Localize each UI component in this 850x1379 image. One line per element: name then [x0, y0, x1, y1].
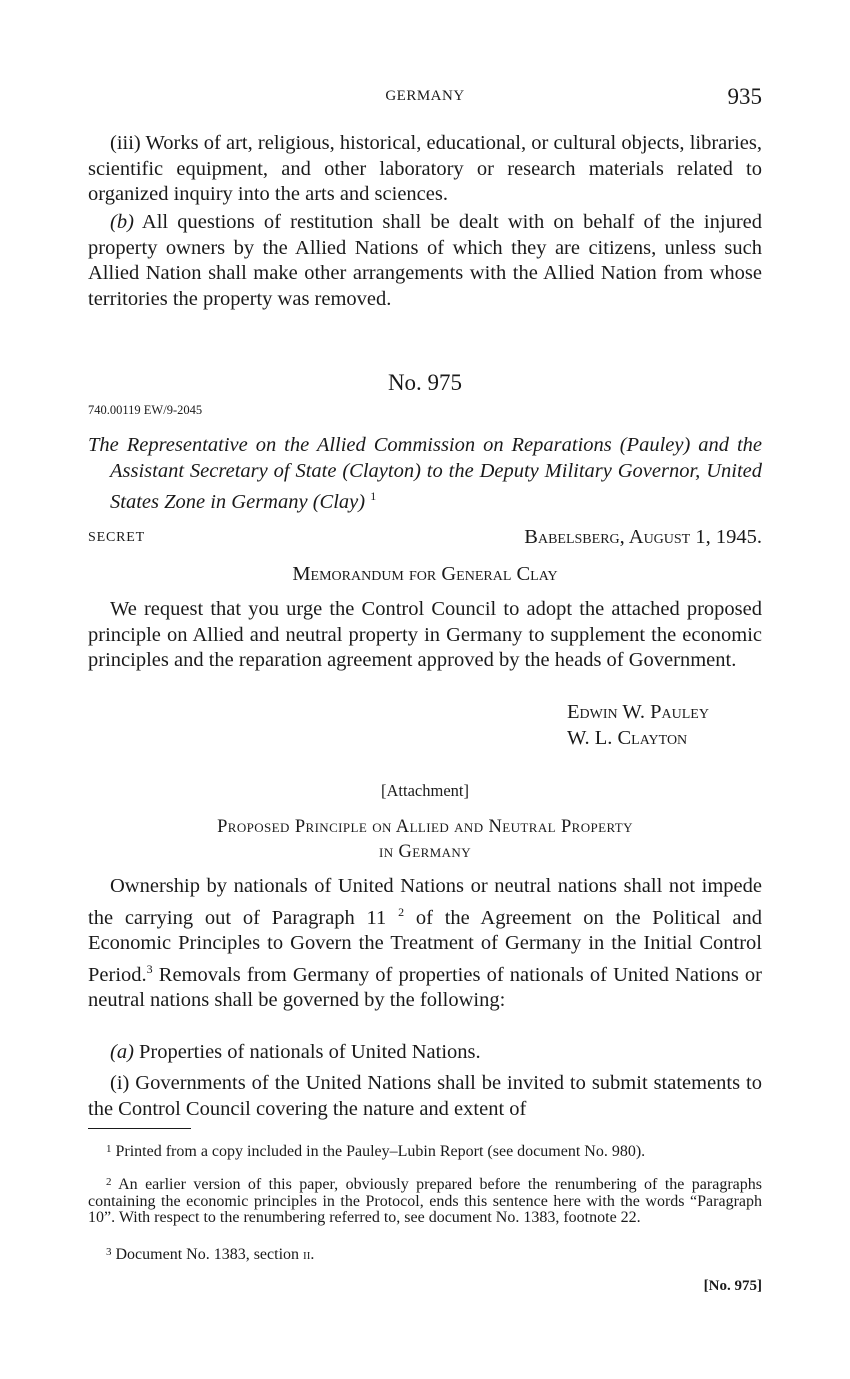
heading-text: The Representative on the Allied Commission on Reparations (Pauley) and the Assistant Secretary of State (Clayton) to the Deputy Military Governor, United States Zone in Germany (Clay) — [88, 434, 762, 513]
footnote-1-text: Printed from a copy included in the Pauley–Lubin Report (see document No. 980). — [111, 1143, 646, 1160]
document-heading — [88, 433, 762, 516]
footnote-1-mark: 1 — [106, 1143, 112, 1155]
attachment-title — [120, 815, 730, 865]
footnote-mark-1: 1 — [370, 489, 377, 503]
attachment-title-line2: in Germany — [378, 842, 472, 862]
footnote-mark-2: 2 — [398, 904, 405, 919]
file-reference: 740.00119 EW/9-2045 — [88, 403, 203, 417]
place-date: Babelsberg, August 1, 1945. — [524, 526, 762, 548]
item-i: (i) Governments of the United Nations shall be invited to submit statements to the Control Council covering the nature and extent of — [88, 1072, 762, 1120]
footnote-3-mark: 3 — [106, 1246, 112, 1258]
classification: SECRET — [88, 530, 145, 545]
footnote-1 — [88, 1141, 762, 1161]
footnote-rule — [88, 1128, 191, 1129]
signature-clayton: W. L. Clayton — [567, 727, 688, 749]
item-a-label: (a) — [110, 1041, 134, 1063]
footnote-2-mark: 2 — [106, 1176, 112, 1188]
footnote-2-text: An earlier version of this paper, obviously prepared before the renumbering of the paragraphs containing the economic principles in the Protocol, ends this sentence here with the words “Paragraph 10”. With respect to the renumbering referred to, see document No. 1383, footnote 22. — [88, 1176, 762, 1226]
item-a-text: Properties of nationals of United Nations. — [133, 1041, 481, 1063]
footnote-3-text: Document No. 1383, section — [111, 1246, 304, 1263]
footnote-3-section: ii — [303, 1246, 311, 1263]
attachment-label: [Attachment] — [381, 781, 469, 800]
footnote-mark-3: 3 — [146, 961, 153, 976]
footnote-2 — [88, 1174, 762, 1227]
attachment-body — [88, 874, 762, 1014]
signature-pauley: Edwin W. Pauley — [567, 701, 709, 723]
attachment-body-part1: Ownership by nationals of United Nations or neutral nations shall not impede the carrying out of Paragraph 11 — [88, 875, 762, 929]
attachment-body-part2: of the Agreement on the Political and Economic Principles to Govern the Treatment of Germany in the Initial Control Period. — [88, 906, 763, 986]
paragraph-b-text: All questions of restitution shall be dealt with on behalf of the injured property owners by the Allied Nations of which they are citizens, unless such Allied Nation shall make other arrangements with the Allied Nation from whose territories the property was removed. — [88, 211, 762, 310]
paragraph-b — [88, 210, 762, 312]
attachment-body-part3: Removals from Germany of properties of nationals of United Nations or neutral nations shall be governed by the following: — [88, 963, 762, 1011]
page-number: 935 — [727, 84, 762, 109]
memo-title: Memorandum for General Clay — [292, 563, 558, 585]
paragraph-iii: (iii) Works of art, religious, historical, educational, or cultural objects, libraries, scientific equipment, and other laboratory or research materials related to organized inquiry into the arts and sciences. — [88, 132, 762, 205]
item-a — [88, 1040, 762, 1066]
running-header: GERMANY — [385, 88, 465, 104]
memo-body: We request that you urge the Control Council to adopt the attached proposed principle on Allied and neutral property in Germany to supplement the economic principles and the reparation agreement approved by the heads of Government. — [88, 598, 762, 671]
footnote-3-end: . — [310, 1246, 315, 1263]
paragraph-b-label: (b) — [110, 211, 134, 233]
footer-reference: [No. 975] — [703, 1278, 762, 1294]
attachment-title-line1: Proposed Principle on Allied and Neutral Property — [217, 817, 633, 837]
footnote-3 — [88, 1244, 762, 1264]
document-number: No. 975 — [387, 370, 463, 395]
